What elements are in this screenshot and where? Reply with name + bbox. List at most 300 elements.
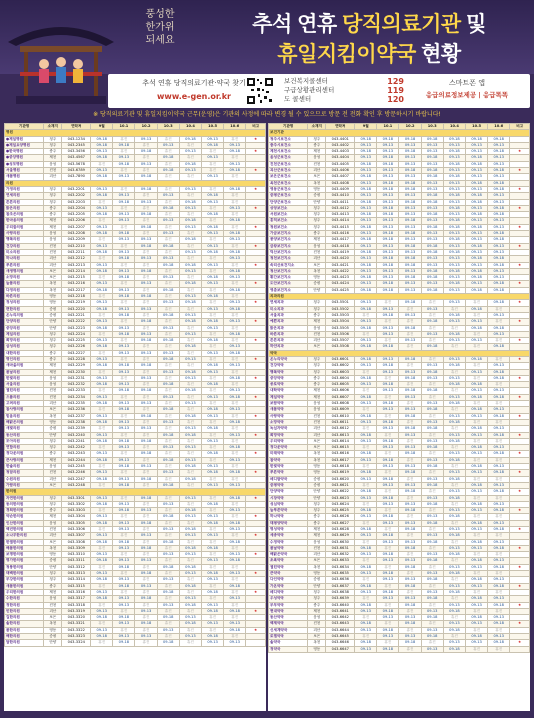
table-cell: 09-13	[421, 331, 443, 337]
phone-cell[interactable]: 043-6622	[326, 489, 355, 495]
table-cell: 제천	[308, 237, 326, 243]
table-cell: 09-18	[443, 312, 465, 318]
phone-cell[interactable]: 043-2210	[62, 243, 91, 249]
phone-cell[interactable]: 043-4409	[326, 186, 355, 192]
table-cell: 09-13	[443, 356, 465, 362]
table-cell: 휴진	[135, 615, 157, 621]
phone-cell[interactable]: 043-2229	[62, 363, 91, 369]
phone-cell[interactable]: 043-2242	[62, 445, 91, 451]
table-cell: 09-13	[157, 193, 179, 199]
phone-cell[interactable]: 043-6637	[326, 583, 355, 589]
table-cell: 괴산	[308, 627, 326, 633]
table-cell: 휴진	[399, 627, 421, 633]
phone-cell[interactable]: 043-2222	[62, 319, 91, 325]
table-cell: 09-13	[465, 564, 487, 570]
table-cell: 휴진	[224, 514, 246, 520]
phone-cell[interactable]: 043-2207	[62, 224, 91, 230]
table-cell: 휴진	[91, 640, 113, 646]
table-cell: 09-18	[355, 508, 377, 514]
phone-cell[interactable]: 043-6605	[326, 382, 355, 388]
phone-cell[interactable]: 043-3317	[62, 596, 91, 602]
phone-cell[interactable]: 043-3316	[62, 589, 91, 595]
table-cell: 09-18	[488, 212, 510, 218]
facility-name-cell: 새봄병원	[5, 174, 44, 180]
phone-cell[interactable]: 043-6639	[326, 596, 355, 602]
phone-cell[interactable]: 043-2244	[62, 457, 91, 463]
table-cell: 09-18	[399, 136, 421, 142]
phone-cell[interactable]: 043-4417	[326, 237, 355, 243]
phone-cell[interactable]: 043-6633	[326, 558, 355, 564]
phone-cell[interactable]: 043-5508	[326, 344, 355, 350]
table-cell: 09-13	[201, 640, 223, 646]
table-cell: 휴진	[179, 363, 201, 369]
phone-cell[interactable]: 043-3312	[62, 564, 91, 570]
phone-cell[interactable]: 043-2236	[62, 407, 91, 413]
table-cell: 09-18	[465, 382, 487, 388]
phone-cell[interactable]: 043-2247	[62, 476, 91, 482]
phone-cell[interactable]: 043-2216	[62, 281, 91, 287]
table-cell: 휴진	[113, 552, 135, 558]
phone-cell[interactable]: 043-2232	[62, 382, 91, 388]
phone-cell[interactable]: 043-4422	[326, 268, 355, 274]
phone-cell[interactable]: 043-4415	[326, 224, 355, 230]
table-cell: 09-18	[399, 451, 421, 457]
phone-cell[interactable]: 043-6643	[326, 621, 355, 627]
table-cell: 청주	[308, 300, 326, 306]
phone-cell[interactable]: 043-6630	[326, 539, 355, 545]
phone-cell[interactable]: 043-6627	[326, 520, 355, 526]
table-cell: ★	[246, 432, 266, 438]
facility-name-cell: 늘봄의원	[5, 281, 44, 287]
table-cell: 09-18	[377, 136, 399, 142]
facility-name-cell: 정성의원	[5, 300, 44, 306]
phone-cell[interactable]: 043-4405	[326, 161, 355, 167]
phone-cell[interactable]: 043-6646	[326, 640, 355, 646]
table-cell: 휴진	[179, 306, 201, 312]
phone-cell[interactable]: 043-3315	[62, 583, 91, 589]
facility-name-cell: 메디팜약국	[269, 476, 308, 482]
phone-cell[interactable]: 043-1234	[62, 136, 91, 142]
phone-cell[interactable]: 043-2241	[62, 438, 91, 444]
phone-cell[interactable]: 043-5678	[62, 161, 91, 167]
table-cell: 09-13	[355, 218, 377, 224]
phone-cell[interactable]: 043-6640	[326, 602, 355, 608]
facility-name-cell: 청천보건지소	[269, 256, 308, 262]
table-cell: 09-13	[224, 457, 246, 463]
phone-cell[interactable]: 043-5503	[326, 312, 355, 318]
hotline-number[interactable]: 119	[387, 86, 404, 95]
facility-name-cell: 하나의원	[5, 256, 44, 262]
phone-cell[interactable]: 043-4423	[326, 275, 355, 281]
phone-cell[interactable]: 043-6621	[326, 482, 355, 488]
phone-cell[interactable]: 043-2248	[62, 482, 91, 488]
phone-cell[interactable]: 043-6620	[326, 476, 355, 482]
phone-cell[interactable]: 043-6625	[326, 508, 355, 514]
table-cell: 09-13	[488, 193, 510, 199]
table-cell: 청주	[44, 438, 62, 444]
phone-cell[interactable]: 043-6615	[326, 445, 355, 451]
phone-cell[interactable]: 043-2228	[62, 356, 91, 362]
facility-name-cell: 민한의원	[5, 608, 44, 614]
phone-cell[interactable]: 043-4401	[326, 136, 355, 142]
phone-cell[interactable]: 043-6601	[326, 356, 355, 362]
facility-name-cell: 해한의원	[5, 634, 44, 640]
right-schedule-panel	[268, 123, 530, 711]
phone-cell[interactable]: 043-2227	[62, 350, 91, 356]
phone-cell[interactable]: 043-2239	[62, 426, 91, 432]
phone-cell[interactable]: 043-4425	[326, 287, 355, 293]
phone-cell[interactable]: 043-3308	[62, 539, 91, 545]
facility-name-cell: 충주시보건소	[269, 142, 308, 148]
phone-cell[interactable]: 043-6606	[326, 388, 355, 394]
table-cell: 09-18	[421, 224, 443, 230]
facility-name-cell: 메디약국	[269, 589, 308, 595]
phone-cell[interactable]: 043-4410	[326, 193, 355, 199]
phone-cell[interactable]: 043-6608	[326, 401, 355, 407]
phone-cell[interactable]: 043-6647	[326, 646, 355, 652]
table-cell: 09-13	[355, 256, 377, 262]
phone-cell[interactable]: 043-6604	[326, 375, 355, 381]
phone-cell[interactable]: 043-6626	[326, 514, 355, 520]
phone-cell[interactable]: 043-2238	[62, 419, 91, 425]
table-cell: 09-18	[157, 262, 179, 268]
phone-cell[interactable]: 043-3318	[62, 602, 91, 608]
table-cell: 09-18	[355, 564, 377, 570]
phone-cell[interactable]: 043-2223	[62, 325, 91, 331]
table-cell: 09-18	[355, 470, 377, 476]
phone-cell[interactable]: 043-6629	[326, 533, 355, 539]
table-cell: 휴진	[91, 583, 113, 589]
phone-cell[interactable]: 043-2201	[62, 186, 91, 192]
table-cell: 09-18	[399, 231, 421, 237]
phone-cell[interactable]: 043-2240	[62, 432, 91, 438]
phone-cell[interactable]: 043-6623	[326, 495, 355, 501]
phone-cell[interactable]: 043-5506	[326, 331, 355, 337]
table-cell: 휴진	[135, 218, 157, 224]
table-cell: 09-18	[179, 508, 201, 514]
phone-cell[interactable]: 043-4424	[326, 281, 355, 287]
phone-cell[interactable]: 043-2234	[62, 394, 91, 400]
table-cell: 09-18	[421, 482, 443, 488]
table-cell: 09-18	[399, 180, 421, 186]
facility-name-cell: 동의한의원	[5, 501, 44, 507]
app-names[interactable]: 응급의료정보제공 | 응급똑똑	[425, 91, 509, 99]
phone-cell[interactable]: 043-2233	[62, 388, 91, 394]
table-cell: 휴진	[465, 401, 487, 407]
phone-cell[interactable]: 043-6612	[326, 426, 355, 432]
table-cell: 휴진	[135, 231, 157, 237]
facility-name-cell: 열린의원	[5, 388, 44, 394]
phone-cell[interactable]: 043-2203	[62, 199, 91, 205]
table-cell: 휴진	[399, 419, 421, 425]
phone-cell[interactable]: 043-4407	[326, 174, 355, 180]
table-cell: 휴진	[201, 375, 223, 381]
table-cell: 09-13	[465, 621, 487, 627]
table-cell: 09-13	[179, 249, 201, 255]
facility-name-cell: 건강약국	[269, 363, 308, 369]
phone-cell[interactable]: 043-2224	[62, 331, 91, 337]
phone-cell[interactable]: 043-2214	[62, 268, 91, 274]
table-cell: 09-18	[399, 413, 421, 419]
table-cell: 휴진	[224, 634, 246, 640]
table-cell: 09-13	[421, 401, 443, 407]
phone-cell[interactable]: 043-6642	[326, 615, 355, 621]
phone-cell[interactable]: 043-6603	[326, 369, 355, 375]
phone-cell[interactable]: 043-6617	[326, 457, 355, 463]
facility-name-cell: 솔한의원	[5, 621, 44, 627]
table-cell: 청주	[44, 331, 62, 337]
phone-cell[interactable]: 043-6635	[326, 571, 355, 577]
phone-cell[interactable]: 043-4567	[62, 155, 91, 161]
table-cell: 09-13	[91, 205, 113, 211]
table-cell: 09-18	[135, 476, 157, 482]
phone-cell[interactable]: 043-6618	[326, 464, 355, 470]
phone-cell[interactable]: 043-6607	[326, 394, 355, 400]
phone-cell[interactable]: 043-6619	[326, 470, 355, 476]
table-cell: 휴진	[91, 482, 113, 488]
table-cell: 휴진	[157, 363, 179, 369]
phone-cell[interactable]: 043-5502	[326, 306, 355, 312]
phone-cell[interactable]: 043-2225	[62, 338, 91, 344]
table-cell: 09-13	[355, 281, 377, 287]
table-cell: 09-18	[488, 413, 510, 419]
table-cell: 휴진	[488, 401, 510, 407]
phone-cell[interactable]: 043-4421	[326, 262, 355, 268]
table-cell: ★	[510, 413, 530, 419]
table-cell: 09-13	[113, 558, 135, 564]
table-cell: 보은	[308, 634, 326, 640]
table-cell: ★	[246, 338, 266, 344]
phone-cell[interactable]: 043-4402	[326, 142, 355, 148]
qr-code-icon[interactable]	[246, 77, 274, 105]
table-cell: 09-13	[443, 142, 465, 148]
phone-cell[interactable]: 043-6631	[326, 545, 355, 551]
phone-cell[interactable]: 043-3310	[62, 552, 91, 558]
table-cell: 휴진	[201, 508, 223, 514]
table-cell: 09-13	[201, 621, 223, 627]
phone-cell[interactable]: 043-6632	[326, 552, 355, 558]
phone-cell[interactable]: 043-3311	[62, 558, 91, 564]
phone-cell[interactable]: 043-6641	[326, 608, 355, 614]
table-cell: 09-13	[157, 142, 179, 148]
table-cell: 괴산	[44, 476, 62, 482]
phone-cell[interactable]: 043-2226	[62, 344, 91, 350]
phone-cell[interactable]: 043-3322	[62, 627, 91, 633]
phone-cell[interactable]: 043-2230	[62, 369, 91, 375]
facility-name-cell: 새봄한의원	[5, 583, 44, 589]
table-cell: 휴진	[135, 142, 157, 148]
table-cell: 휴진	[421, 527, 443, 533]
table-cell: 09-13	[157, 256, 179, 262]
table-cell: 09-18	[355, 325, 377, 331]
phone-cell[interactable]: 043-3307	[62, 533, 91, 539]
phone-cell[interactable]: 043-2345	[62, 142, 91, 148]
table-cell: 09-13	[399, 369, 421, 375]
table-cell: 09-13	[399, 212, 421, 218]
phone-cell[interactable]: 043-6613	[326, 432, 355, 438]
table-cell: 09-18	[488, 489, 510, 495]
egen-url-link[interactable]: www.e-gen.or.kr	[157, 92, 231, 101]
phone-cell[interactable]: 043-6634	[326, 564, 355, 570]
phone-cell[interactable]: 043-6644	[326, 627, 355, 633]
phone-cell[interactable]: 043-2246	[62, 470, 91, 476]
phone-cell[interactable]: 043-2213	[62, 262, 91, 268]
table-cell: 09-18	[488, 168, 510, 174]
table-cell: 09-18	[355, 174, 377, 180]
phone-cell[interactable]: 043-2221	[62, 312, 91, 318]
phone-cell[interactable]: 043-2204	[62, 205, 91, 211]
phone-cell[interactable]: 043-6609	[326, 407, 355, 413]
table-cell: 09-13	[157, 325, 179, 331]
phone-cell[interactable]: 043-3309	[62, 545, 91, 551]
phone-cell[interactable]: 043-2215	[62, 275, 91, 281]
table-cell: 09-18	[421, 369, 443, 375]
phone-cell[interactable]: 043-3319	[62, 608, 91, 614]
table-cell: 09-18	[91, 596, 113, 602]
phone-cell[interactable]: 043-3306	[62, 527, 91, 533]
table-cell: 음성	[308, 325, 326, 331]
phone-cell[interactable]: 043-2209	[62, 237, 91, 243]
phone-cell[interactable]: 043-3313	[62, 571, 91, 577]
phone-cell[interactable]: 043-2220	[62, 306, 91, 312]
facility-name-cell: 희망의원	[5, 338, 44, 344]
phone-cell[interactable]: 043-2219	[62, 300, 91, 306]
phone-cell[interactable]: 043-3456	[62, 149, 91, 155]
phone-cell[interactable]: 043-4403	[326, 149, 355, 155]
table-cell: 휴진	[443, 634, 465, 640]
table-cell: 09-13	[465, 149, 487, 155]
phone-cell[interactable]: 043-6611	[326, 419, 355, 425]
table-cell: 09-13	[488, 634, 510, 640]
phone-cell[interactable]: 043-4419	[326, 249, 355, 255]
table-cell: 09-13	[355, 627, 377, 633]
table-cell: 09-13	[377, 539, 399, 545]
phone-cell[interactable]: 043-7890	[62, 174, 91, 180]
table-cell: 09-13	[135, 375, 157, 381]
facility-name-cell: 서원보건소	[269, 212, 308, 218]
column-header: 10.5	[201, 124, 223, 130]
phone-cell[interactable]: 043-4420	[326, 256, 355, 262]
phone-cell[interactable]: 043-2202	[62, 193, 91, 199]
phone-cell[interactable]: 043-2231	[62, 375, 91, 381]
phone-cell[interactable]: 043-6624	[326, 501, 355, 507]
table-cell: 09-13	[443, 231, 465, 237]
phone-cell[interactable]: 043-2217	[62, 287, 91, 293]
phone-cell[interactable]: 043-6645	[326, 634, 355, 640]
phone-cell[interactable]: 043-3305	[62, 520, 91, 526]
table-cell: 09-18	[157, 407, 179, 413]
phone-cell[interactable]: 043-4418	[326, 243, 355, 249]
table-cell: 09-13	[421, 186, 443, 192]
phone-cell[interactable]: 043-2211	[62, 249, 91, 255]
table-cell: 휴진	[179, 256, 201, 262]
table-cell: 휴진	[377, 470, 399, 476]
table-cell: 증평	[308, 193, 326, 199]
table-cell: 09-18	[399, 426, 421, 432]
phone-cell[interactable]: 043-2243	[62, 451, 91, 457]
phone-cell[interactable]: 043-5501	[326, 300, 355, 306]
table-cell: 휴진	[224, 615, 246, 621]
table-cell: 09-18	[179, 432, 201, 438]
phone-cell[interactable]: 043-5504	[326, 319, 355, 325]
phone-cell[interactable]: 043-2206	[62, 218, 91, 224]
phone-cell[interactable]: 043-5505	[326, 325, 355, 331]
phone-cell[interactable]: 043-6789	[62, 168, 91, 174]
phone-cell[interactable]: 043-2245	[62, 464, 91, 470]
table-cell: 휴진	[201, 495, 223, 501]
phone-cell[interactable]: 043-5507	[326, 338, 355, 344]
table-cell: 09-13	[377, 356, 399, 362]
phone-cell[interactable]: 043-4411	[326, 199, 355, 205]
table-cell: 09-13	[91, 495, 113, 501]
phone-cell[interactable]: 043-2218	[62, 294, 91, 300]
table-cell: 09-18	[488, 325, 510, 331]
table-cell: 09-13	[91, 281, 113, 287]
phone-cell[interactable]: 043-3304	[62, 514, 91, 520]
phone-cell[interactable]: 043-6614	[326, 438, 355, 444]
table-cell: 09-18	[355, 136, 377, 142]
phone-cell[interactable]: 043-6602	[326, 363, 355, 369]
table-cell: 09-18	[421, 558, 443, 564]
table-cell: 휴진	[179, 640, 201, 646]
table-cell: 09-13	[399, 312, 421, 318]
phone-cell[interactable]: 043-4416	[326, 231, 355, 237]
phone-cell[interactable]: 043-3324	[62, 640, 91, 646]
table-cell: 09-18	[465, 394, 487, 400]
hotline-number[interactable]: 120	[387, 95, 404, 104]
phone-cell[interactable]: 043-2237	[62, 413, 91, 419]
facility-name-cell: 신세계약국	[269, 627, 308, 633]
phone-cell[interactable]: 043-3320	[62, 615, 91, 621]
phone-cell[interactable]: 043-6616	[326, 451, 355, 457]
phone-cell[interactable]: 043-3302	[62, 501, 91, 507]
table-cell: 휴진	[135, 275, 157, 281]
phone-cell[interactable]: 043-4412	[326, 205, 355, 211]
phone-cell[interactable]: 043-2212	[62, 256, 91, 262]
table-cell: 09-13	[421, 262, 443, 268]
phone-cell[interactable]: 043-2205	[62, 212, 91, 218]
table-cell: 09-18	[443, 438, 465, 444]
phone-cell[interactable]: 043-3314	[62, 577, 91, 583]
table-cell: 09-18	[355, 432, 377, 438]
phone-cell[interactable]: 043-4404	[326, 155, 355, 161]
phone-cell[interactable]: 043-2208	[62, 231, 91, 237]
phone-cell[interactable]: 043-4414	[326, 218, 355, 224]
phone-cell[interactable]: 043-3301	[62, 495, 91, 501]
hotline-number[interactable]: 129	[387, 77, 404, 86]
phone-cell[interactable]: 043-3303	[62, 508, 91, 514]
table-cell: 휴진	[488, 552, 510, 558]
phone-cell[interactable]: 043-6610	[326, 413, 355, 419]
phone-cell[interactable]: 043-6638	[326, 589, 355, 595]
phone-cell[interactable]: 043-3321	[62, 621, 91, 627]
table-cell: 옥천	[44, 287, 62, 293]
phone-cell[interactable]: 043-4406	[326, 168, 355, 174]
table-cell: 09-13	[113, 445, 135, 451]
table-cell: ★	[246, 281, 266, 287]
table-cell: 09-18	[135, 451, 157, 457]
phone-cell[interactable]: 043-3323	[62, 634, 91, 640]
phone-cell[interactable]: 043-4408	[326, 180, 355, 186]
phone-cell[interactable]: 043-6628	[326, 527, 355, 533]
table-cell: 단양	[44, 640, 62, 646]
table-cell: 09-18	[179, 300, 201, 306]
table-cell: 09-18	[488, 451, 510, 457]
table-cell: 09-13	[421, 281, 443, 287]
phone-cell[interactable]: 043-2235	[62, 401, 91, 407]
phone-cell[interactable]: 043-4413	[326, 212, 355, 218]
phone-cell[interactable]: 043-6636	[326, 577, 355, 583]
